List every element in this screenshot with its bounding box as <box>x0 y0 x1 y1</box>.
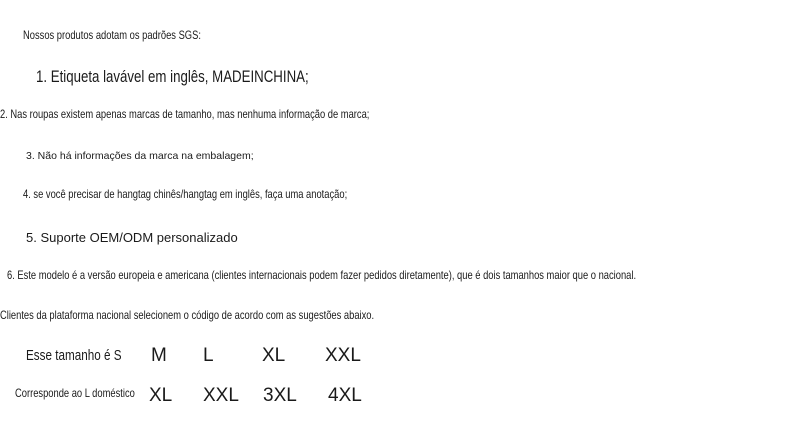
size-cell: XL <box>262 345 286 366</box>
item-6: 6. Este modelo é a versão europeia e americana (clientes internacionais podem fazer pedidos diretamente), que é dois tamanhos maior que o nacional. <box>7 268 637 282</box>
item-3: 3. Não há informações da marca na embalagem; <box>26 150 254 162</box>
intro-text: Nossos produtos adotam os padrões SGS: <box>23 28 201 42</box>
platform-note: Clientes da plataforma nacional selecionem o código de acordo com as sugestões abaixo. <box>0 308 375 322</box>
item-5: 5. Suporte OEM/ODM personalizado <box>26 230 238 245</box>
size-cell: 3XL <box>263 385 297 406</box>
size-cell: M <box>151 345 167 366</box>
item-1: 1. Etiqueta lavável em inglês, MADEINCHINA; <box>36 67 309 86</box>
size-cell: XXL <box>203 385 239 406</box>
size-cell: XL <box>149 385 173 406</box>
size-row-2-label: Corresponde ao L doméstico <box>15 386 135 400</box>
item-2: 2. Nas roupas existem apenas marcas de tamanho, mas nenhuma informação de marca; <box>0 107 370 121</box>
size-row-1-label: Esse tamanho é S <box>26 347 122 364</box>
size-cell: 4XL <box>328 385 362 406</box>
size-cell: XXL <box>325 345 361 366</box>
size-cell: L <box>203 345 214 366</box>
item-4: 4. se você precisar de hangtag chinês/hangtag em inglês, faça uma anotação; <box>23 187 348 201</box>
